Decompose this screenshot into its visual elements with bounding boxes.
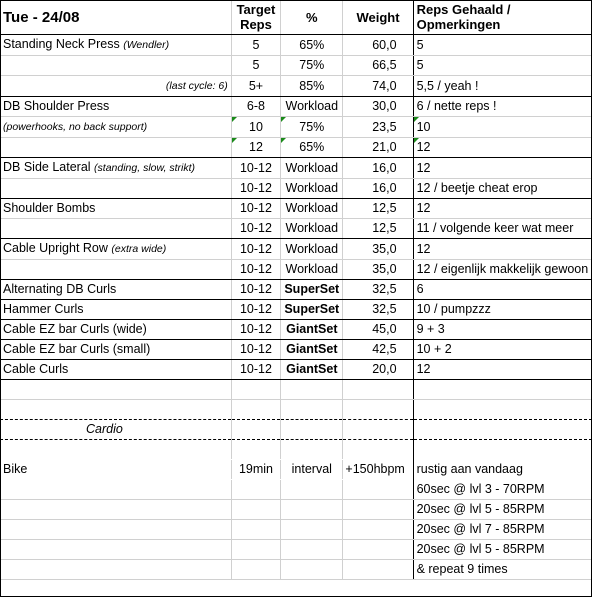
weight-cell[interactable]: 35,0 [343,260,413,280]
result-cell[interactable]: 12 [413,199,592,219]
percent-cell[interactable]: Workload [281,260,343,280]
result-cell[interactable]: 12 [413,158,592,179]
table-row [0,260,592,280]
empty-cell[interactable] [343,440,413,460]
type-cell[interactable] [281,520,343,540]
result-cell[interactable]: 12 [413,239,592,260]
weight-cell[interactable]: 42,5 [343,340,413,360]
weight-cell[interactable]: 32,5 [343,280,413,300]
empty-cell[interactable] [343,400,413,420]
result-cell[interactable]: 11 / volgende keer wat meer [413,219,592,239]
exercise-cell[interactable] [0,360,231,380]
table-row [0,340,592,360]
exercise-name: Cable Curls [3,362,69,376]
cardio-note-cell[interactable]: 20sec @ lvl 7 - 85RPM [413,520,592,540]
bike-cell[interactable] [0,520,231,540]
percent-cell[interactable]: Workload [281,199,343,219]
pct-header-cell[interactable]: % [281,0,343,35]
empty-cell[interactable] [231,420,280,440]
empty-cell[interactable] [281,420,343,440]
table-row [0,179,592,199]
empty-cell[interactable] [231,380,280,400]
table-row [0,239,592,260]
percent-cell[interactable]: 75% [281,56,343,76]
result-cell[interactable]: 12 [413,138,592,158]
result-cell[interactable]: 5,5 / yeah ! [413,76,592,97]
empty-cell[interactable] [231,440,280,460]
cardio-note-cell[interactable]: & repeat 9 times [413,560,592,580]
target-reps-cell[interactable]: 10-12 [231,158,280,179]
target-reps-cell[interactable]: 10-12 [231,300,280,320]
empty-row [0,440,592,460]
exercise-name: Cable EZ bar Curls (small) [3,342,151,356]
empty-cell[interactable] [413,380,592,400]
bike-cell[interactable] [0,560,231,580]
result-cell[interactable]: 12 [413,360,592,380]
percent-cell[interactable]: 75% [281,117,343,138]
weight-cell[interactable]: 12,5 [343,199,413,219]
table-row [0,138,592,158]
result-header-cell[interactable]: Reps Gehaald / Opmerkingen [413,0,592,35]
table-row [0,56,592,76]
table-row [0,360,592,380]
duration-cell[interactable] [231,560,280,580]
table-row [0,219,592,239]
reps-header-cell[interactable]: Target Reps [231,0,280,35]
result-cell[interactable]: 6 [413,280,592,300]
exercise-note: (standing, slow, strikt) [94,162,195,174]
target-reps-cell[interactable]: 5+ [231,76,280,97]
exercise-cell[interactable] [0,97,231,117]
table-row [0,320,592,340]
exercise-cell[interactable] [0,219,231,239]
empty-cell[interactable] [413,440,592,460]
exercise-name: Shoulder Bombs [3,201,96,215]
exercise-cell[interactable] [0,158,231,179]
bike-cell[interactable] [0,500,231,520]
target-reps-cell[interactable]: 10-12 [231,280,280,300]
result-cell[interactable]: 10 / pumpzzz [413,300,592,320]
exercise-name: DB Side Lateral [3,160,91,174]
percent-cell[interactable]: GiantSet [281,360,343,380]
target-reps-cell[interactable]: 10-12 [231,360,280,380]
target-reps-cell[interactable]: 10-12 [231,219,280,239]
cardio-detail-row [0,500,592,520]
type-cell[interactable] [281,540,343,560]
weight-cell[interactable]: 23,5 [343,117,413,138]
weight-cell[interactable]: 20,0 [343,360,413,380]
exercise-cell[interactable] [0,300,231,320]
exercise-cell[interactable] [0,35,231,56]
weight-header-cell[interactable]: Weight [343,0,413,35]
percent-cell[interactable]: Workload [281,97,343,117]
weight-cell[interactable]: 32,5 [343,300,413,320]
target-reps-cell[interactable]: 12 [231,138,280,158]
bike-cell[interactable] [0,540,231,560]
empty-cell[interactable] [281,400,343,420]
exercise-name: Cable Upright Row [3,241,108,255]
empty-cell[interactable] [0,380,231,400]
exercise-cell[interactable] [0,138,231,158]
heart-rate-cell[interactable] [343,540,413,560]
empty-cell[interactable] [0,400,231,420]
empty-cell[interactable] [281,440,343,460]
result-cell[interactable]: 5 [413,56,592,76]
empty-cell[interactable] [0,440,231,460]
cardio-detail-row [0,460,592,480]
exercise-cell[interactable] [0,280,231,300]
date-header-cell[interactable] [0,0,231,35]
weight-cell[interactable]: 60,0 [343,35,413,56]
empty-cell[interactable] [413,420,592,440]
cardio-note-cell[interactable]: rustig aan vandaag [416,462,523,476]
target-reps-cell[interactable]: 10 [231,117,280,138]
result-cell[interactable]: 12 / eigenlijk makkelijk gewoon [413,260,592,280]
table-row [0,199,592,219]
table-row [0,280,592,300]
exercise-name: Alternating DB Curls [3,282,117,296]
table-row [0,97,592,117]
heart-rate-cell[interactable]: +150hbpm [343,460,413,480]
exercise-cell[interactable] [0,117,231,138]
exercise-note: (extra wide) [111,243,167,255]
heart-rate-cell[interactable] [343,500,413,520]
cardio-detail-row [0,560,592,580]
exercise-cell[interactable] [0,56,231,76]
result-cell[interactable]: 9 + 3 [413,320,592,340]
empty-cell[interactable] [343,420,413,440]
duration-cell[interactable]: 19min [231,460,280,480]
cardio-detail-row [0,520,592,540]
result-cell[interactable]: 6 / nette reps ! [413,97,592,117]
exercise-name: DB Shoulder Press [3,99,110,113]
percent-cell[interactable]: GiantSet [281,340,343,360]
percent-cell[interactable]: 85% [281,76,343,97]
empty-cell[interactable] [413,400,592,420]
percent-cell[interactable]: Workload [281,219,343,239]
heart-rate-cell[interactable] [343,520,413,540]
result-cell[interactable]: 12 / beetje cheat erop [413,179,592,199]
cardio-row [0,420,592,440]
exercise-cell[interactable] [0,179,231,199]
table-row [0,35,592,56]
duration-cell[interactable] [231,520,280,540]
percent-cell[interactable]: SuperSet [281,280,343,300]
weight-cell[interactable]: 30,0 [343,97,413,117]
duration-cell[interactable] [231,500,280,520]
type-cell[interactable] [281,480,343,500]
exercise-cell[interactable] [0,199,231,219]
weight-cell[interactable]: 45,0 [343,320,413,340]
percent-cell[interactable]: Workload [281,179,343,199]
weight-cell[interactable]: 12,5 [343,219,413,239]
percent-cell[interactable]: 65% [281,138,343,158]
exercise-name: Cable EZ bar Curls (wide) [3,322,147,336]
percent-cell[interactable]: SuperSet [281,300,343,320]
percent-cell[interactable]: Workload [281,239,343,260]
cardio-note-cell[interactable]: 20sec @ lvl 5 - 85RPM [413,500,592,520]
exercise-name: Standing Neck Press [3,37,120,51]
exercise-cell[interactable] [0,260,231,280]
target-reps-cell[interactable]: 10-12 [231,260,280,280]
empty-row [0,380,592,400]
target-reps-cell[interactable]: 10-12 [231,199,280,219]
target-reps-cell[interactable]: 5 [231,35,280,56]
exercise-note: (last cycle: 6) [165,80,228,92]
target-reps-cell[interactable]: 6-8 [231,97,280,117]
cardio-detail-row [0,480,592,500]
cardio-note-cell[interactable]: 20sec @ lvl 5 - 85RPM [413,540,592,560]
exercise-cell[interactable] [0,239,231,260]
duration-cell[interactable] [231,540,280,560]
table-row [0,158,592,179]
heart-rate-cell[interactable] [343,480,413,500]
weight-cell[interactable]: 21,0 [343,138,413,158]
cardio-detail-row [0,540,592,560]
table-row [0,300,592,320]
date-title: Tue - 24/08 [3,8,80,26]
exercise-cell[interactable] [0,340,231,360]
cardio-note-cell[interactable]: 60sec @ lvl 3 - 70RPM [413,480,592,500]
empty-cell[interactable] [343,380,413,400]
bike-cell[interactable] [0,480,231,500]
target-reps-cell[interactable]: 10-12 [231,239,280,260]
type-cell[interactable]: interval [281,460,343,480]
result-cell[interactable]: 10 [413,117,592,138]
exercise-note: (Wendler) [123,39,170,51]
weight-cell[interactable]: 74,0 [343,76,413,97]
weight-cell[interactable]: 16,0 [343,179,413,199]
exercise-cell[interactable] [0,320,231,340]
exercise-note: (powerhooks, no back support) [3,121,148,133]
target-reps-cell[interactable]: 10-12 [231,179,280,199]
type-cell[interactable] [281,560,343,580]
percent-cell[interactable]: Workload [281,158,343,179]
table-row [0,76,592,97]
cardio-label[interactable]: Cardio [0,420,231,440]
weight-cell[interactable]: 35,0 [343,239,413,260]
result-cell[interactable]: 5 [413,35,592,56]
empty-row [0,400,592,420]
target-reps-cell[interactable]: 10-12 [231,340,280,360]
empty-cell[interactable] [281,380,343,400]
table-row [0,117,592,138]
heart-rate-cell[interactable] [343,560,413,580]
bike-cell[interactable]: Bike [3,462,28,476]
target-reps-cell[interactable]: 10-12 [231,320,280,340]
weight-cell[interactable]: 16,0 [343,158,413,179]
result-cell[interactable]: 10 + 2 [413,340,592,360]
percent-cell[interactable]: 65% [281,35,343,56]
target-reps-cell[interactable]: 5 [231,56,280,76]
percent-cell[interactable]: GiantSet [281,320,343,340]
type-cell[interactable] [281,500,343,520]
exercise-name: Hammer Curls [3,302,84,316]
weight-cell[interactable]: 66,5 [343,56,413,76]
exercise-cell[interactable] [0,76,231,97]
empty-cell[interactable] [231,400,280,420]
duration-cell[interactable] [231,480,280,500]
